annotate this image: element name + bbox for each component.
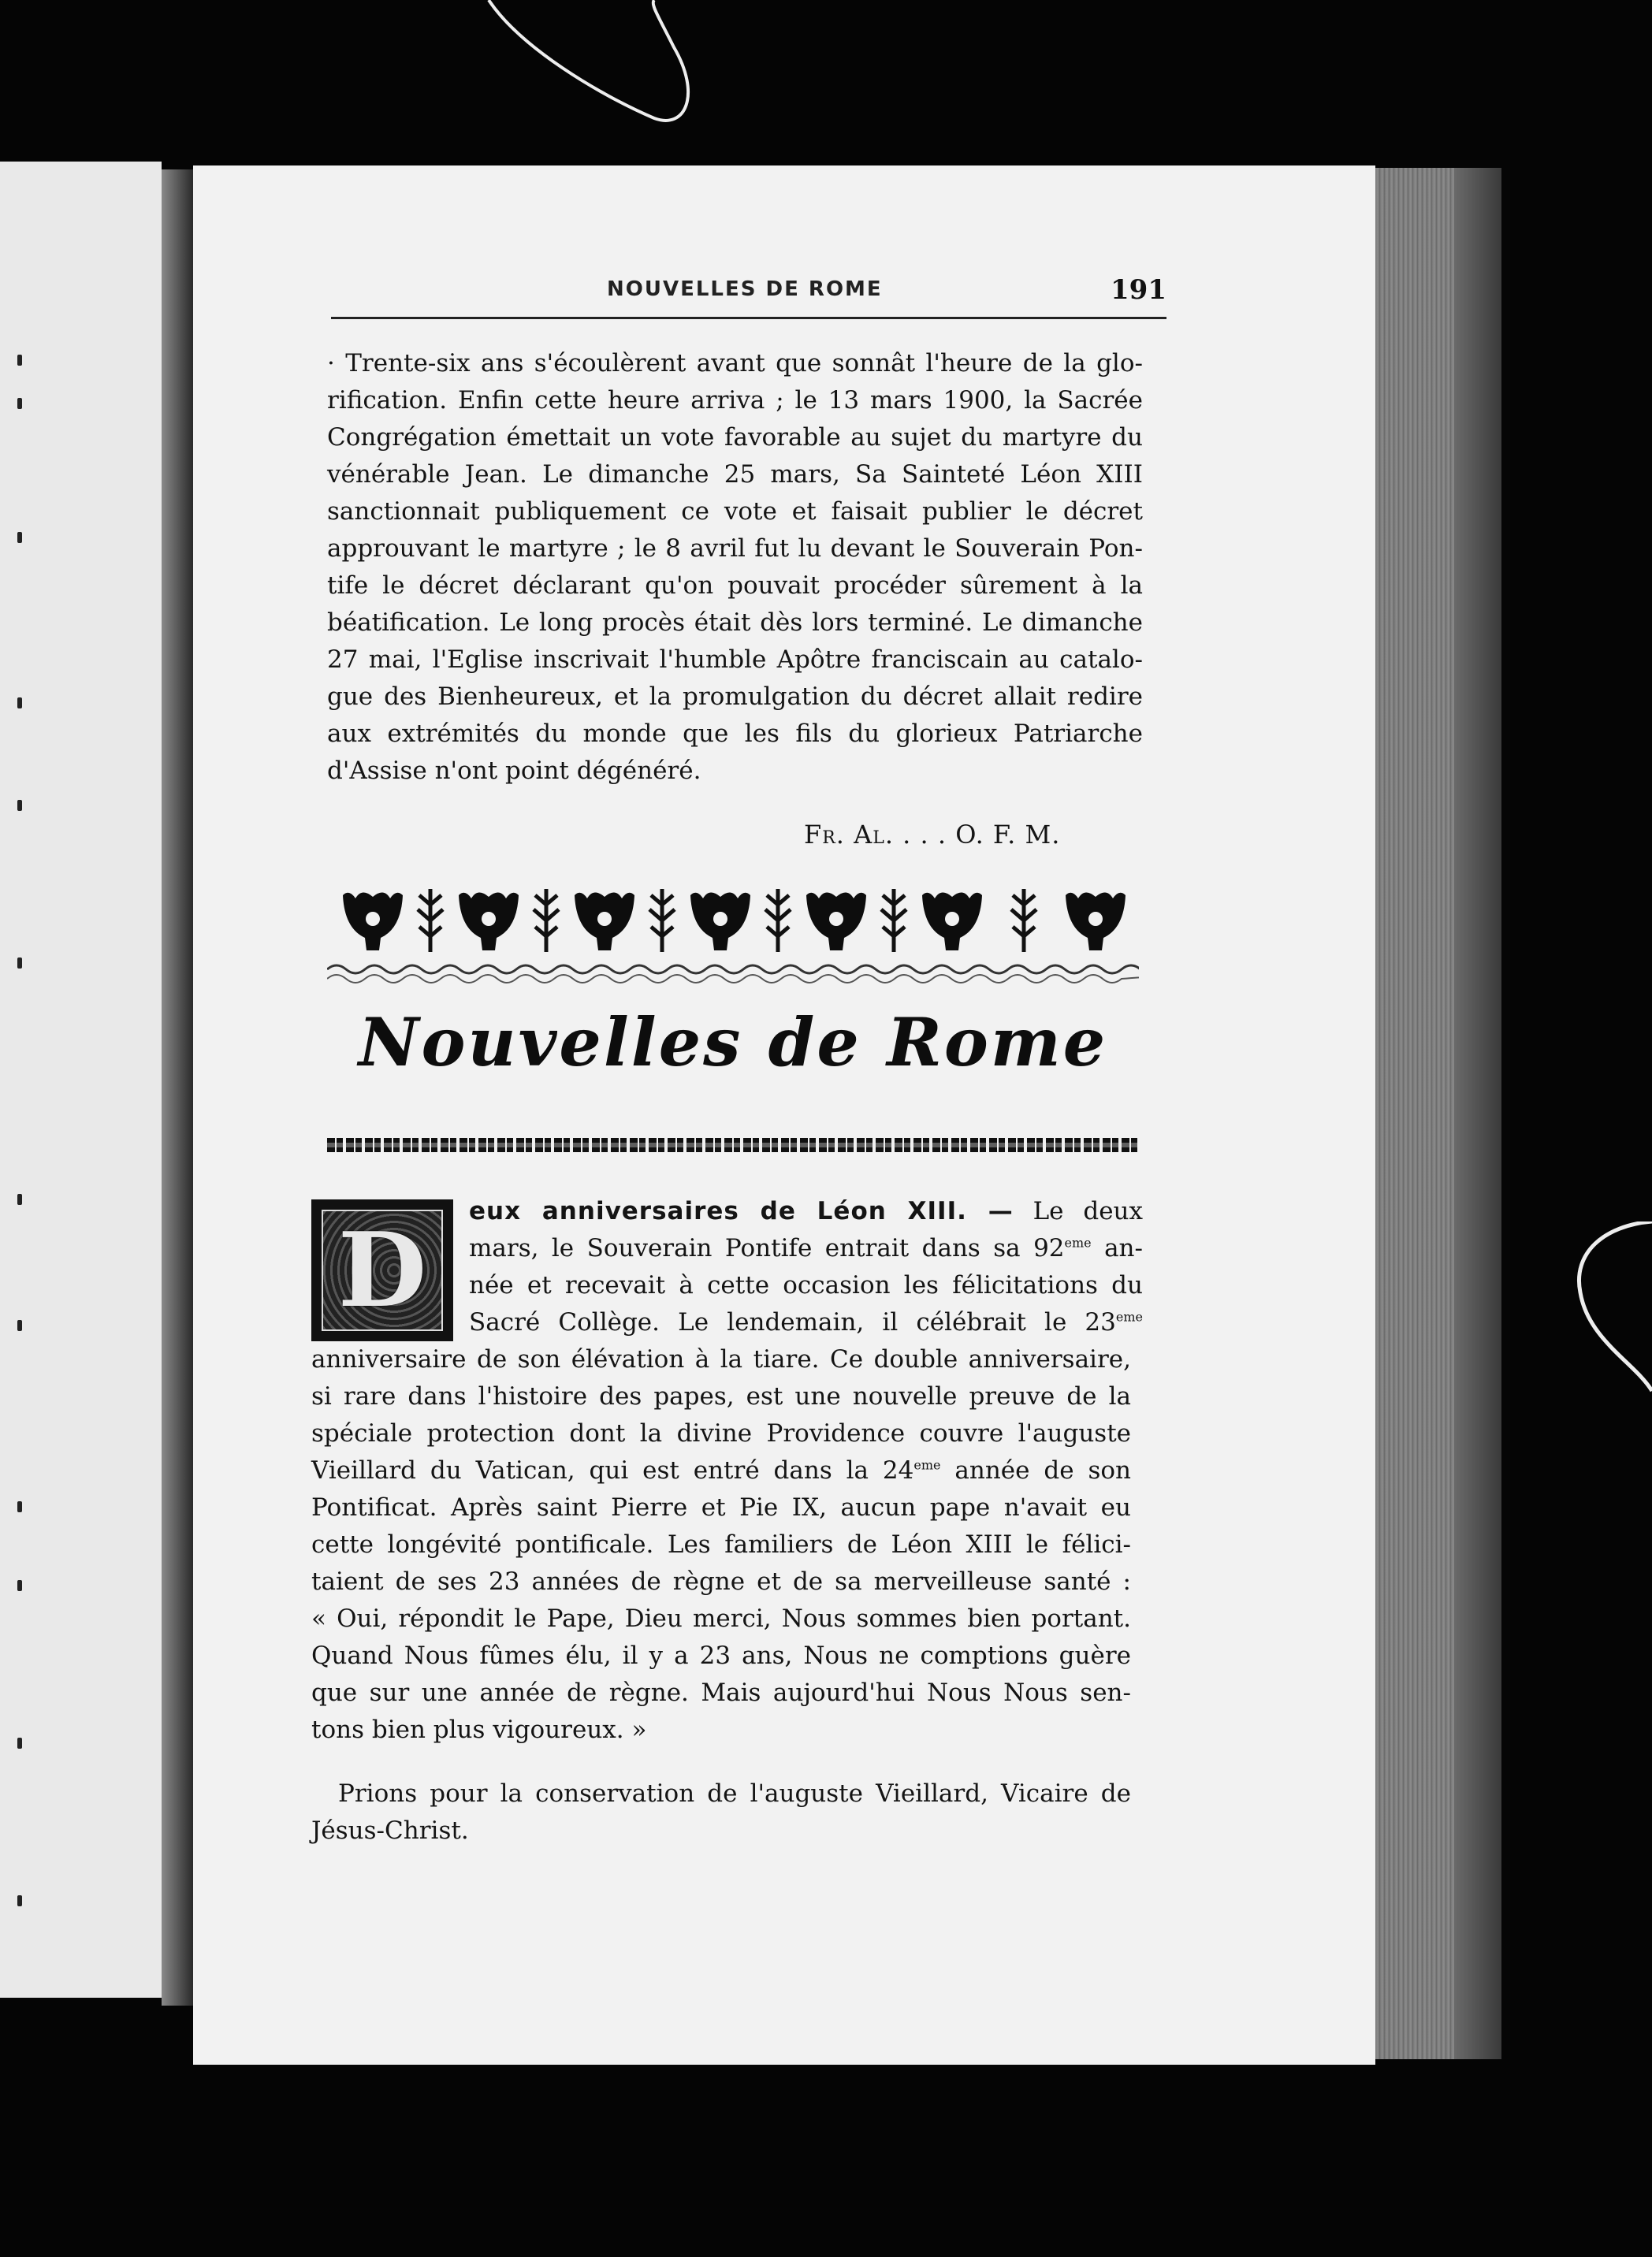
left-page-text-mark: [17, 1580, 22, 1591]
left-page-text-mark: [17, 1194, 22, 1205]
page-number: 191: [1111, 274, 1166, 306]
tulip-ornament-band: [327, 881, 1139, 991]
sprig-ornament: [534, 889, 559, 952]
book-gutter: [162, 169, 193, 2006]
article-body: [311, 1341, 1131, 1749]
text-line: [311, 1638, 1131, 1675]
text-line: vénérable Jean. Le dimanche 25 mars, Sa Sainteté Léon XIII: [327, 460, 1143, 489]
text-run: que sur une année de règne. Mais aujourd'hui Nous Nous sen-: [311, 1679, 1131, 1707]
text-line: [469, 1193, 1143, 1230]
sprig-ornament: [649, 889, 675, 952]
text-line: approuvant le martyre ; le 8 avril fut lu devant le Souverain Pon-: [327, 534, 1143, 563]
text-run: tons bien plus vigoureux. »: [311, 1716, 647, 1744]
text-run: Sacré Collège. Le lendemain, il célébrait le 23: [469, 1308, 1116, 1337]
text-line: Prions pour la conservation de l'auguste Vieillard, Vicaire de: [338, 1779, 1131, 1808]
tulip-ornament: [806, 892, 866, 950]
ordinal-superscript: eme: [913, 1457, 941, 1473]
text-run: « Oui, répondit le Pape, Dieu merci, Nous sommes bien portant.: [311, 1604, 1131, 1633]
wavy-rule: [327, 965, 1139, 973]
text-line: [311, 1564, 1131, 1601]
ordinal-superscript: eme: [1115, 1309, 1143, 1325]
drop-cap-letter: D: [337, 1210, 427, 1330]
tulip-ornament: [1066, 892, 1126, 950]
text-run: mars, le Souverain Pontife entrait dans sa 92: [469, 1234, 1065, 1262]
left-page-text-mark: [17, 697, 22, 708]
left-page-text-mark: [17, 1320, 22, 1331]
closing-paragraph: [311, 1775, 1131, 1850]
tulip-ornament: [575, 892, 634, 950]
tulip-ornament: [690, 892, 750, 950]
sprig-ornament: [418, 889, 443, 952]
text-run: taient de ses 23 années de règne et de sa merveilleuse santé :: [311, 1567, 1131, 1596]
page-block-shadow: [1454, 168, 1501, 2059]
text-run: anniversaire de son élévation à la tiare. Ce double anniversaire,: [311, 1345, 1131, 1374]
author-signature: Fr. Al. . . . O. F. M.: [804, 820, 1061, 850]
sprig-ornament: [881, 889, 906, 952]
section-title: Nouvelles de Rome: [358, 1003, 1108, 1081]
text-line: [311, 1452, 1131, 1489]
left-page-text-mark: [17, 957, 22, 969]
tulip-ornament: [343, 892, 403, 950]
text-run: née et recevait à cette occasion les félicitations du: [469, 1271, 1143, 1300]
left-page-text-mark: [17, 398, 22, 409]
text-line: rification. Enfin cette heure arriva ; le 13 mars 1900, la Sacrée: [327, 386, 1143, 415]
text-line: [311, 1526, 1131, 1564]
text-line: d'Assise n'ont point dégénéré.: [327, 757, 701, 785]
text-line: [311, 1675, 1131, 1712]
text-run: cette longévité pontificale. Les familiers de Léon XIII le félici-: [311, 1530, 1131, 1559]
text-line: Congrégation émettait un vote favorable au sujet du martyre du: [327, 423, 1143, 452]
text-line: [469, 1230, 1143, 1267]
text-line: [311, 1378, 1131, 1415]
text-run: année de son: [940, 1456, 1131, 1485]
text-run: Vieillard du Vatican, qui est entré dans la 24: [311, 1456, 914, 1485]
text-line: [311, 1712, 1131, 1749]
left-page-fragment: [0, 162, 162, 1998]
left-page-text-mark: [17, 800, 22, 811]
text-line: [311, 1415, 1131, 1452]
text-run: an-: [1091, 1234, 1143, 1262]
clip-artifact: [1557, 1221, 1652, 1395]
left-page-text-mark: [17, 1895, 22, 1906]
tulip-ornament: [459, 892, 519, 950]
sprig-ornament: [1011, 889, 1036, 952]
article-heading: eux anniversaires de Léon XIII. —: [469, 1197, 1014, 1225]
text-line: [311, 1601, 1131, 1638]
text-line: Jésus-Christ.: [311, 1816, 469, 1845]
article-opening-lines: [469, 1193, 1143, 1341]
text-run: si rare dans l'histoire des papes, est une nouvelle preuve de la: [311, 1382, 1131, 1411]
tulip-ornament: [922, 892, 982, 950]
text-run: spéciale protection dont la divine Providence couvre l'auguste: [311, 1419, 1131, 1448]
text-line: gue des Bienheureux, et la promulgation du décret allait redire: [327, 682, 1143, 711]
text-line: 27 mai, l'Eglise inscrivait l'humble Apôtre franciscain au catalo-: [327, 645, 1143, 674]
text-line: [469, 1267, 1143, 1304]
running-header: [331, 274, 1166, 325]
text-line: béatification. Le long procès était dès lors terminé. Le dimanche: [327, 608, 1143, 637]
text-line: aux extrémités du monde que les fils du glorieux Patriarche: [327, 719, 1143, 748]
ordinal-superscript: eme: [1064, 1235, 1092, 1251]
text-line: [469, 1304, 1143, 1341]
drop-cap-frame: [322, 1210, 443, 1331]
running-title: NOUVELLES DE ROME: [607, 277, 883, 301]
ornamental-rule-highlight: [327, 1143, 1139, 1147]
wavy-rule: [327, 975, 1139, 983]
left-page-text-mark: [17, 532, 22, 543]
text-run: Pontificat. Après saint Pierre et Pie IX, aucun pape n'avait eu: [311, 1493, 1131, 1522]
previous-article-text: [327, 345, 1143, 790]
sprig-ornament: [765, 889, 791, 952]
left-page-text-mark: [17, 355, 22, 366]
drop-cap-initial: [311, 1199, 453, 1341]
left-page-text-mark: [17, 1738, 22, 1749]
text-line: [311, 1489, 1131, 1526]
text-line: [311, 1341, 1131, 1378]
left-page-text-mark: [17, 1501, 22, 1512]
header-rule: [331, 317, 1166, 319]
text-run: Quand Nous fûmes élu, il y a 23 ans, Nous ne comptions guère: [311, 1642, 1131, 1670]
text-line: tife le décret déclarant qu'on pouvait procéder sûrement à la: [327, 571, 1143, 600]
wire-artifact: [473, 0, 701, 138]
text-run: Le deux: [1013, 1197, 1143, 1225]
text-line: · Trente-six ans s'écoulèrent avant que sonnât l'heure de la glo-: [327, 349, 1143, 377]
text-line: sanctionnait publiquement ce vote et faisait publier le décret: [327, 497, 1143, 526]
